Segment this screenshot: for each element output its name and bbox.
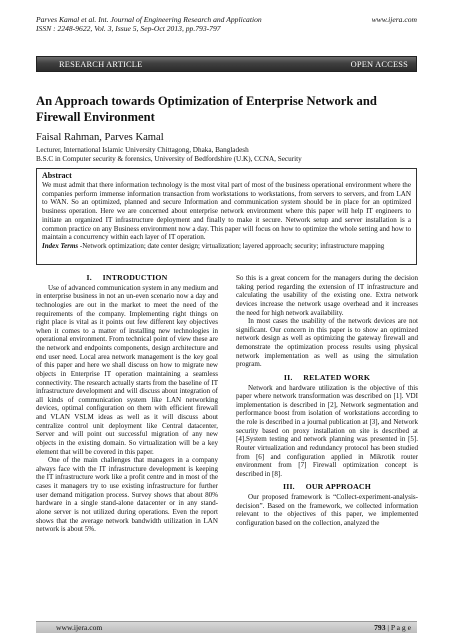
author-affiliations bbox=[36, 146, 426, 164]
intro-continued-paragraph: So this is a great concern for the managers during the decision taking period regarding the extension of IT infrastructure and calculating the usability of the existing one. Extra network devices increase the network usage overhead and it increases the need for high network availability. bbox=[236, 274, 418, 317]
our-approach-heading: III. OUR APPROACH bbox=[282, 482, 372, 492]
index-terms-text: -Network optimization; date center design; virtualization; layered approach; security; infrastructure mapping bbox=[78, 241, 385, 250]
introduction-heading: I. INTRODUCTION bbox=[86, 273, 168, 282]
abstract-text: We must admit that there information technology is the most vital part of most of the business operational environment where the companies perform immense information transaction from workstations to workstations, from servers to servers, and from LAN to WAN. So an optimized, planned and secure Information and communication system should be in place for an optimized business operation. Here we are concerned about enterprise network environment where this paper will help IT engineers to initiate an organized IT infrastructure deployment and finally to make it secure. Network setup and server installation is a common practice on any Business environment now a day. This paper will focus on how to optimize the whole setting and how to maintain a concurrency within each layer of IT operation. bbox=[42, 181, 411, 242]
citation-line-2: ISSN : 2248-9622, Vol. 3, Issue 5, Sep-Oct 2013, pp.793-797 bbox=[36, 24, 221, 34]
left-column bbox=[36, 274, 218, 534]
index-terms bbox=[42, 242, 411, 251]
paper-title: An Approach towards Optimization of Enterprise Network and Firewall Environment bbox=[36, 94, 377, 124]
open-access-label: OPEN ACCESS bbox=[350, 59, 408, 69]
right-column bbox=[236, 274, 418, 528]
intro-paragraph-3: In most cases the usability of the network devices are not significant. Our concern in this paper is to show an optimized network design as well as optimizing the gateway firewall and demonstrate the optimization process results using physical network implementation as well as using the simulation program. bbox=[236, 317, 418, 369]
our-approach-paragraph: Our proposed framework is “Collect-experiment-analysis-decision”. Based on the framework, we collected information relevant to the objectives of this paper, we implemented configuration based on the collection, analyzed the bbox=[236, 493, 418, 527]
research-article-label: RESEARCH ARTICLE bbox=[59, 59, 143, 69]
page-number-value: 793 bbox=[374, 623, 386, 632]
abstract-heading: Abstract bbox=[42, 171, 72, 180]
page-label: | P a g e bbox=[385, 623, 411, 632]
affiliation-2: B.S.C in Computer security & forensics, University of Bedfordshire (U.K), CCNA, Security bbox=[36, 155, 302, 164]
page-number bbox=[374, 623, 411, 632]
footer-website[interactable]: www.ijera.com bbox=[56, 623, 103, 632]
intro-paragraph-1: Use of advanced communication system in any medium and in enterprise business in not an un-even scenario now a day and technologies are out in the market to meet the need of the requirements of the company. Implementing right things on right place is vital as it points out few different key objectives when it comes to a matter of installing new technologies in operational environment. From technical point of view these are the network and endpoints components, design architecture and end user need. Local area network management is the key goal of this paper and here we shall discuss on how to migrate new objects in Enterprise IT operation maintaining a seamless connectivity. The research actually starts from the baseline of IT infrastructure development and will discuss about integration of all kinds of communication system like LAN networking devices, optimal configuration on them with efficient firewall and VLAN VSLM ideas as well as it will discuss about centralize control unit deployment like Central datacenter, Server and will point out successful migration of any new objects in the existing domain. So virtualization will be a key element that will be covered in this paper. bbox=[36, 283, 218, 456]
related-work-heading: II. RELATED WORK bbox=[283, 372, 371, 382]
page-footer bbox=[36, 621, 417, 633]
citation-header bbox=[36, 15, 366, 34]
intro-paragraph-2: One of the main challenges that managers in a company always face with the IT infrastructure development is keeping the IT infrastructure work like a profit centre and in most of the cases it managers try to use existing infrastructure for further user demand mitigation process. Survey shows that about 80% hardware in a single stand-alone datacenter or in any stand-alone server is not utilized during operations. Even the report shows that the average network bandwidth utilization in LAN network is about 5%. bbox=[36, 456, 218, 534]
abstract-box bbox=[36, 168, 417, 265]
related-work-paragraph: Network and hardware utilization is the objective of this paper where network transformation was described on [1]. VDI implementation is described in [2], Network segmentation and performance boost from isolation of workstations according to the role is described in a journal publication at [3], and Network security based on proxy installation on site is described at [4].System testing and network planning was presented in [5]. Router virtualization and redundancy protocol has been studied from [6] and configuration applied in Mikrotik router environment from [7] Firewall optimization concept is described in [8]. bbox=[236, 383, 418, 478]
paper-authors: Faisal Rahman, Parves Kamal bbox=[36, 132, 164, 143]
citation-line-1: Parves Kamal et al. Int. Journal of Engineering Research and Application bbox=[36, 15, 262, 24]
affiliation-1: Lecturer, International Islamic University Chittagong, Dhaka, Bangladesh bbox=[36, 146, 249, 154]
article-type-banner bbox=[36, 56, 417, 72]
index-terms-label: Index Terms bbox=[42, 241, 79, 250]
header-website[interactable]: www.ijera.com bbox=[371, 15, 417, 24]
